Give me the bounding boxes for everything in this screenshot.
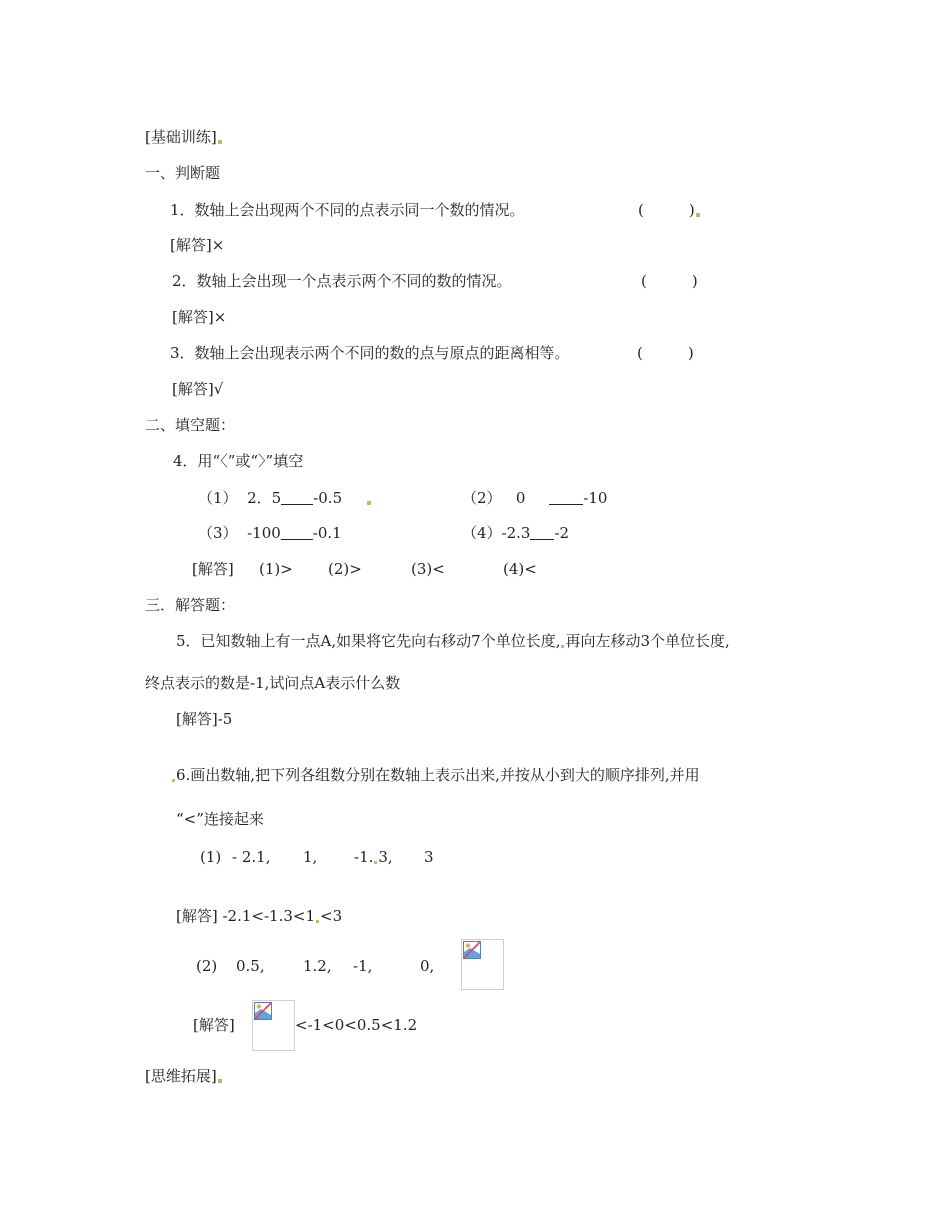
question-6-line-1: 6.画出数轴,把下列各组数分别在数轴上表示出来,并按从小到大的顺序排列,并用 — [171, 765, 700, 785]
q6-group-1-value: -1. 3, — [354, 848, 393, 866]
section-1-title: 一、判断题 — [145, 164, 221, 182]
broken-image — [461, 939, 504, 990]
answer-paren: ( ) — [637, 344, 694, 362]
question-4-answer-label: [解答] — [192, 560, 234, 578]
edit-marker — [696, 213, 700, 217]
q6-group-1-value: 3 — [424, 848, 434, 866]
broken-image — [252, 1000, 295, 1051]
question-2-answer: [解答]× — [172, 308, 227, 326]
edit-marker — [374, 861, 377, 864]
q4-part-4: （4）-2.3 -2 — [462, 524, 570, 542]
question-6-answer-1: [解答] -2.1<-1.3<1 <3 — [176, 907, 343, 925]
fill-blank — [281, 525, 313, 540]
q6-group-1-label: (1) — [200, 848, 222, 866]
answer-4: (4)< — [503, 560, 537, 578]
section-2-title: 二、填空题： — [145, 416, 236, 434]
edit-marker — [218, 1079, 222, 1083]
answer-3: (3)< — [411, 560, 445, 578]
question-5-answer: [解答]-5 — [176, 710, 233, 728]
broken-image-icon — [462, 940, 484, 962]
question-text: 1．数轴上会出现两个不同的点表示同一个数的情况。 — [170, 201, 525, 219]
question-5-line-1: 5．已知数轴上有一点A,如果将它先向右移动7个单位长度, 再向左移动3个单位长度, — [176, 632, 730, 650]
q4-part-2: （2） 0 -10 — [462, 489, 608, 507]
answer-paren: ( ) — [638, 200, 701, 220]
section-3-title: 三．解答题： — [145, 596, 236, 614]
fill-blank — [549, 490, 583, 505]
edit-marker — [367, 501, 371, 505]
edit-marker — [218, 140, 222, 144]
question-3: 3．数轴上会出现表示两个不同的数的点与原点的距离相等。 — [170, 344, 570, 362]
q4-part-3: （3） -100 -0.1 — [198, 524, 342, 542]
question-6-line-2: “<”连接起来 — [176, 810, 264, 828]
edit-marker — [316, 920, 319, 923]
broken-image-icon — [253, 1001, 275, 1023]
answer-2: (2)> — [328, 560, 362, 578]
question-1-answer: [解答]× — [170, 236, 225, 254]
answer-1: (1)> — [259, 560, 293, 578]
answer-paren: ( ) — [641, 272, 698, 290]
question-2: 2．数轴上会出现一个点表示两个不同的数的情况。 — [172, 272, 512, 290]
q6-group-2-value: 0, — [420, 957, 435, 975]
q6-group-2-value: 1.2, — [303, 957, 332, 975]
question-5-line-2: 终点表示的数是-1,试问点A表示什么数 — [145, 674, 401, 692]
question-6-answer-2-label: [解答] — [193, 1016, 235, 1034]
basic-training-heading: [基础训练] — [145, 127, 223, 147]
q4-part-1: （1） 2．5 -0.5 — [198, 488, 372, 508]
q6-group-2-value: -1, — [353, 957, 373, 975]
fill-blank — [530, 525, 554, 540]
edit-marker — [172, 779, 175, 782]
q6-group-2-label: (2) — [196, 957, 218, 975]
question-1 — [170, 200, 525, 220]
thinking-extension-heading: [思维拓展] — [145, 1066, 223, 1086]
question-3-answer: [解答]√ — [172, 380, 224, 398]
q6-group-1-value: 1, — [303, 848, 318, 866]
question-6-answer-2-text: <-1<0<0.5<1.2 — [295, 1016, 418, 1034]
fill-blank — [281, 490, 313, 505]
q6-group-1-value: - 2.1, — [232, 848, 271, 866]
q6-group-2-value: 0.5, — [236, 957, 265, 975]
question-4: 4．用“〈”或“〉”填空 — [173, 452, 304, 470]
